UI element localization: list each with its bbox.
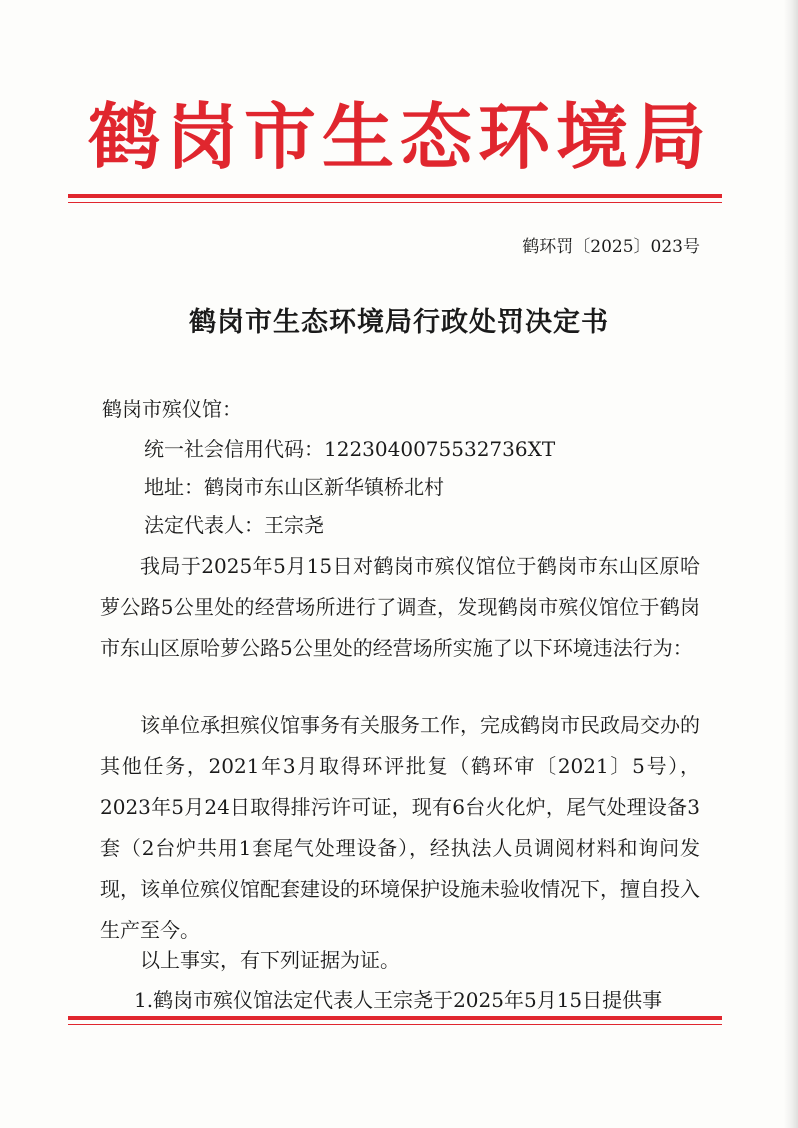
body-paragraph-evidence-intro: 以上事实，有下列证据为证。 [140, 948, 400, 972]
footer-red-rule-thick [68, 1016, 722, 1020]
recipient: 鹤岗市殡仪馆： [102, 397, 242, 421]
header-red-rule-thin [68, 202, 722, 203]
document-title: 鹤岗市生态环境局行政处罚决定书 [189, 307, 609, 338]
credit-code-line: 统一社会信用代码：1223040075532736XT [144, 437, 556, 461]
document-number: 鹤环罚〔2025〕023号 [522, 237, 700, 257]
body-paragraph-investigation: 我局于2025年5月15日对鹤岗市殡仪馆位于鹤岗市东山区原哈萝公路5公里处的经营场所进行了调查，发现鹤岗市殡仪馆位于鹤岗市东山区原哈萝公路5公里处的经营场所实施了以下环境违法行为： [100, 554, 700, 660]
header-red-rule-thick [68, 194, 722, 198]
representative-line: 法定代表人：王宗尧 [144, 513, 324, 537]
scan-edge-shadow [784, 0, 798, 1128]
address-line: 地址：鹤岗市东山区新华镇桥北村 [144, 475, 444, 499]
footer-red-rule-thin [68, 1024, 722, 1025]
agency-header: 鹤岗市生态环境局 [87, 94, 712, 179]
body-paragraph-evidence-1: 1.鹤岗市殡仪馆法定代表人王宗尧于2025年5月15日提供事 [134, 988, 663, 1012]
body-paragraph-violation: 该单位承担殡仪馆事务有关服务工作，完成鹤岗市民政局交办的其他任务，2021年3月取得环评批复（鹤环审〔2021〕5号），2023年5月24日取得排污许可证，现有6台火化炉，尾气处理设备3套（2台炉共用1套尾气处理设备），经执法人员调阅材料和询问发现，该单位殡仪馆配套建设的环境保护设施未验收情况下，擅自投入生产至今。 [100, 713, 700, 942]
